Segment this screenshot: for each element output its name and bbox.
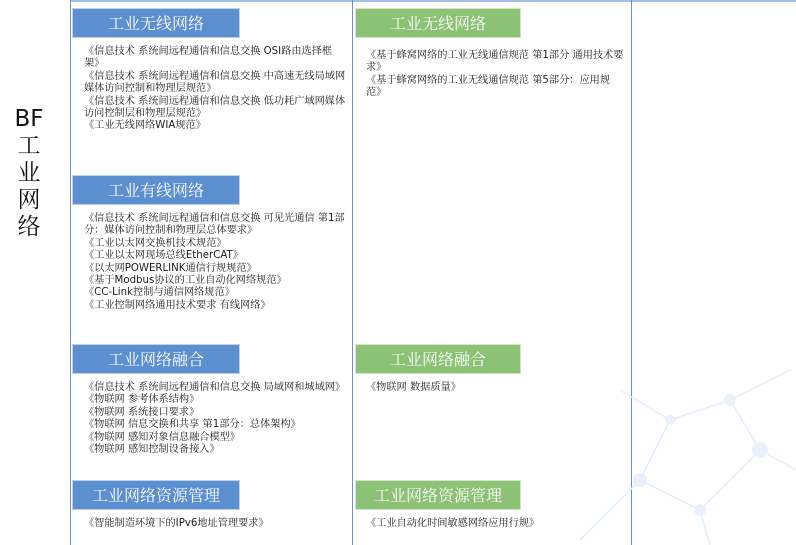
- col1-fusion-list: [84, 382, 346, 456]
- list-item: 《工业以太网现场总线EtherCAT》: [84, 250, 243, 262]
- side-title-char: BF: [14, 106, 44, 132]
- list-item: 《物联网 感知控制设备接入》: [84, 444, 220, 456]
- list-item: 《工业以太网交换机技术规范》: [84, 237, 227, 249]
- col1-resource-header: 工业网络资源管理: [72, 480, 240, 510]
- list-item: 《基于Modbus协议的工业自动化网络规范》: [84, 275, 287, 287]
- list-item: 《工业自动化时间敏感网络应用行规》: [366, 518, 540, 529]
- list-item: 《信息技术 系统间远程通信和信息交换 局域网和城域网》: [84, 382, 346, 393]
- col2-fusion-list: [366, 382, 624, 394]
- side-title-char: 工: [17, 133, 41, 159]
- col2-wireless-list: [366, 50, 624, 100]
- top-rule: [70, 0, 796, 2]
- list-item: 《物联网 信息交换和共享 第1部分：总体架构》: [84, 419, 301, 431]
- col2-fusion-header: 工业网络融合: [355, 344, 521, 374]
- col1-wireless-header: 工业无线网络: [72, 8, 240, 38]
- col1-wired-header: 工业有线网络: [72, 175, 240, 205]
- list-item: 《信息技术 系统间远程通信和信息交换 OSI路由选择框架》: [84, 46, 333, 70]
- col1-wired-list: [84, 213, 346, 312]
- column-divider-1: [70, 0, 71, 545]
- list-item: 《物联网 数据质量》: [366, 382, 461, 393]
- list-item: 《工业无线网络WIA规范》: [84, 120, 206, 132]
- side-title: [12, 106, 46, 241]
- col1-resource-list: [84, 518, 346, 530]
- side-title-char: 业: [17, 160, 41, 186]
- list-item: 《CC-Link控制与通信网络规范》: [84, 287, 235, 299]
- list-item: 《基于蜂窝网络的工业无线通信规范 第5部分：应用规范》: [366, 74, 611, 99]
- column-divider-2: [352, 0, 353, 545]
- list-item: 《物联网 系统接口要求》: [84, 406, 200, 418]
- list-item: 《基于蜂窝网络的工业无线通信规范 第1部分 通用技术要求》: [366, 50, 624, 74]
- col1-fusion-header: 工业网络融合: [72, 344, 240, 374]
- list-item: 《工业控制网络通用技术要求 有线网络》: [84, 299, 271, 311]
- list-item: 《信息技术 系统间远程通信和信息交换 中高速无线局域网媒体访问控制和物理层规范》: [84, 70, 346, 95]
- col2-resource-header: 工业网络资源管理: [355, 480, 521, 510]
- list-item: 《物联网 参考体系结构》: [84, 394, 200, 406]
- list-item: 《智能制造环境下的IPv6地址管理要求》: [84, 518, 269, 529]
- network-decoration: [560, 330, 796, 545]
- col1-wireless-list: [84, 46, 346, 133]
- col2-wireless-header: 工业无线网络: [355, 8, 521, 38]
- col2-resource-list: [366, 518, 624, 530]
- list-item: 《物联网 感知对象信息融合模型》: [84, 431, 241, 443]
- list-item: 《以太网POWERLINK通信行规规范》: [84, 262, 257, 274]
- side-title-char: 络: [17, 214, 41, 240]
- side-title-char: 网: [17, 187, 41, 213]
- list-item: 《信息技术 系统间远程通信和信息交换 可见光通信 第1部分：媒体访问控制和物理层总体要求》: [84, 213, 345, 237]
- list-item: 《信息技术 系统间远程通信和信息交换 低功耗广域网媒体访问控制层和物理层规范》: [84, 95, 346, 120]
